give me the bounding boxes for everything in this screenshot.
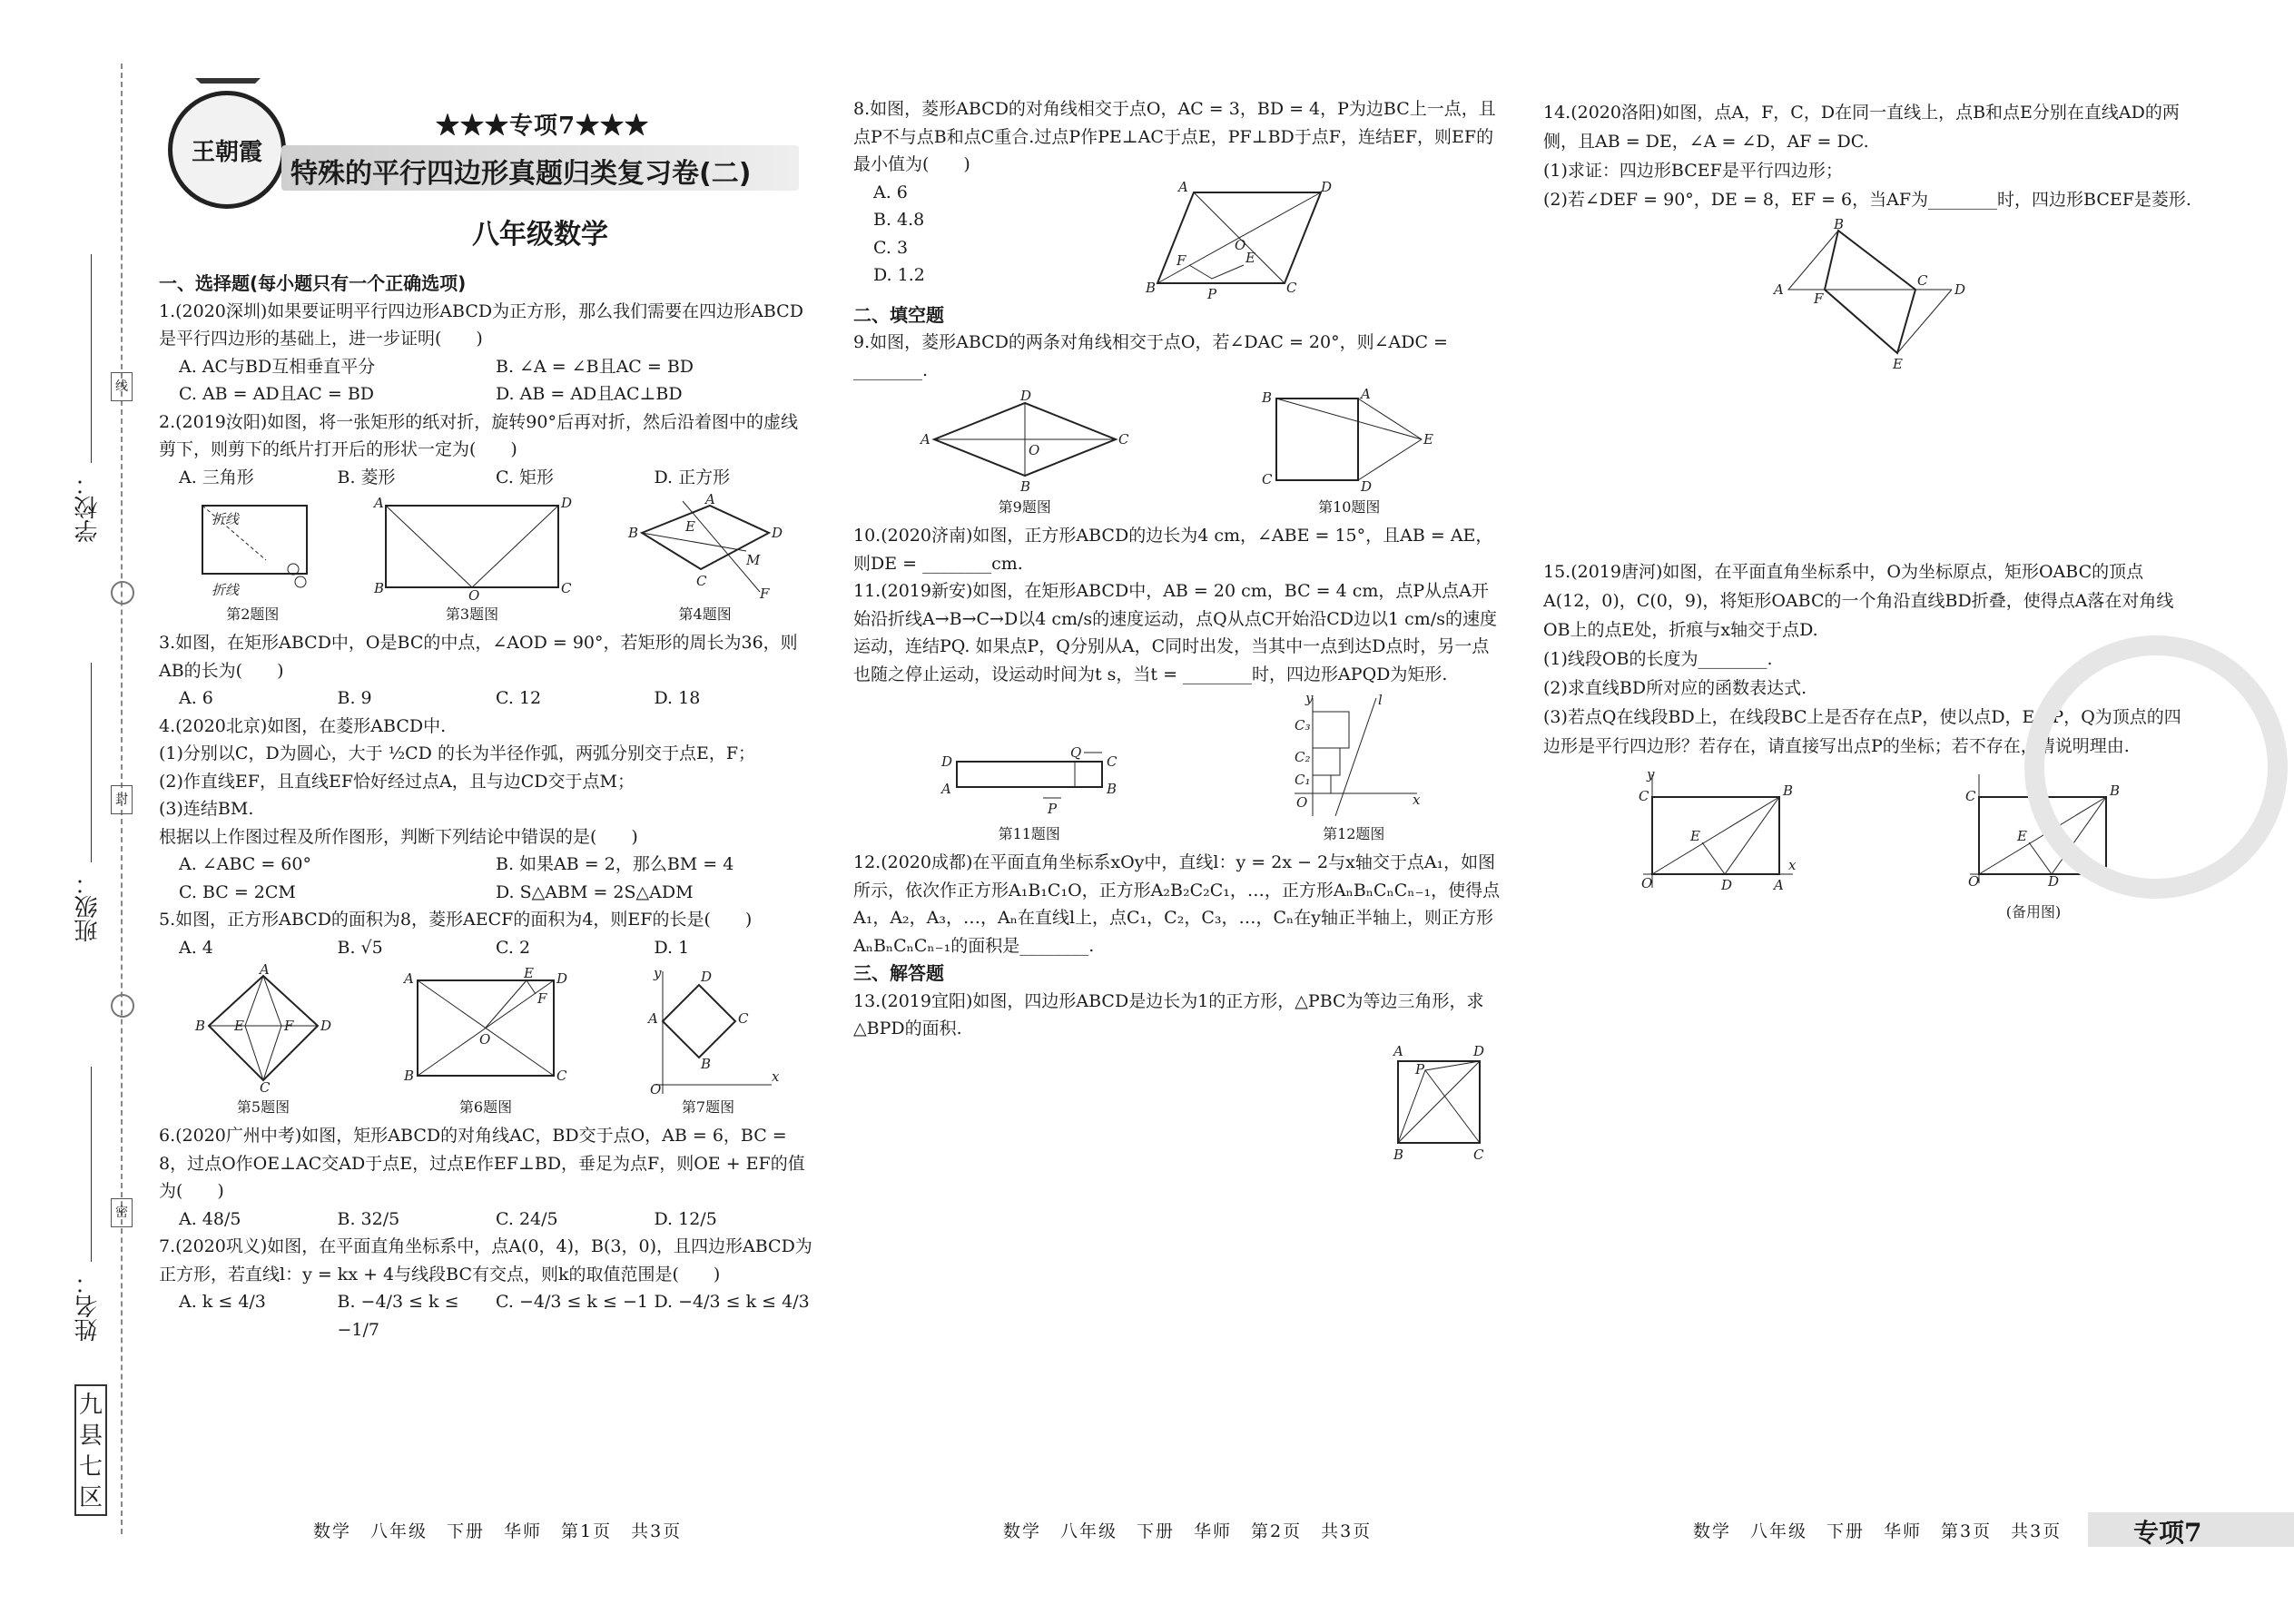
svg-text:B: B <box>1262 389 1273 406</box>
figure-8 <box>1144 178 1333 302</box>
option[interactable]: C. 2 <box>496 937 531 958</box>
option[interactable]: A. AC与BD互相垂直平分 <box>179 356 376 377</box>
svg-text:C: C <box>1117 431 1129 448</box>
svg-text:A: A <box>404 970 414 987</box>
figure-caption: 第7题图 <box>681 1098 735 1116</box>
figure-caption: 第6题图 <box>458 1098 513 1116</box>
question-4-step: (2)作直线EF，且直线EF恰好经过点A，且与边CD交于点M； <box>159 771 635 792</box>
question-15-part: (1)线段OB的长度为________. <box>1543 649 1773 669</box>
option[interactable]: A. k ≤ 4/3 <box>179 1292 266 1312</box>
figure-4 <box>624 491 787 624</box>
option[interactable]: A. 48/5 <box>179 1208 241 1229</box>
svg-text:C: C <box>738 1010 749 1027</box>
options <box>179 851 812 906</box>
svg-text:B: B <box>373 580 385 596</box>
svg-text:D: D <box>1473 1042 1485 1059</box>
figure-5 <box>191 961 336 1117</box>
question-11: 11.(2019新安)如图，在矩形ABCD中，AB = 20 cm，BC = 4 cm，点P从点A开始沿折线A→B→C→D以4 cm/s的速度运动，点Q从点C开始沿CD边以1 cm/s的速度运动，连结PQ. 如果点P，Q分别从A，C同时出发，当其中一点到达D点时，另一点也随之停止运动，设运动时间为t s，当t = ________时，四边形APQD为矩形. <box>853 581 1497 684</box>
svg-text:B: B <box>1019 478 1030 495</box>
option[interactable]: B. 32/5 <box>337 1208 400 1229</box>
question-8-body <box>853 179 1502 301</box>
figure-caption: 第12题图 <box>1323 825 1385 842</box>
question-4-step: (3)连结BM. <box>159 799 254 819</box>
svg-text:B: B <box>404 1068 415 1084</box>
option[interactable]: B. √5 <box>337 937 383 958</box>
svg-text:C: C <box>260 1079 271 1096</box>
option[interactable]: C. BC = 2CM <box>179 881 296 902</box>
question-15-part: (2)求直线BD所对应的函数表达式. <box>1543 678 1807 698</box>
question-8: 8.如图，菱形ABCD的对角线相交于点O，AC = 3，BD = 4，P为边BC上一点，且点P不与点B和点C重合.过点P作PE⊥AC于点E，PF⊥BD于点F，连结EF，则EF的最小值为( ) <box>853 99 1496 174</box>
option[interactable]: D. −4/3 ≤ k ≤ 4/3 <box>654 1292 810 1312</box>
svg-text:C: C <box>556 1068 567 1084</box>
figure-row <box>853 690 1502 843</box>
footer-page-3: 数学 八年级 下册 华师 第3页 共3页 <box>1693 1521 2063 1541</box>
figure-row <box>853 386 1502 517</box>
figure-7 <box>635 967 781 1117</box>
svg-text:A: A <box>648 1010 658 1027</box>
binding-hole-icon <box>111 994 134 1018</box>
question-2: 2.(2019汝阳)如图，将一张矩形的纸对折，旋转90°后再对折，然后沿着图中的虚线剪下，则剪下的纸片打开后的形状一定为( ) <box>159 411 798 459</box>
figure-9 <box>916 389 1134 517</box>
svg-text:E: E <box>1245 249 1255 266</box>
question-9: 9.如图，菱形ABCD的两条对角线相交于点O，若∠DAC = 20°，则∠ADC = ________. <box>853 332 1448 380</box>
question-15-part: (3)若点Q在线段BD上，在线段BC上是否存在点P，使以点D，E，P，Q为顶点的四边形是平行四边形？若存在，请直接写出点P的坐标；若不存在，请说明理由. <box>1543 707 2181 756</box>
svg-text:D: D <box>556 970 568 987</box>
svg-text:A: A <box>1774 877 1784 893</box>
series-label: ★★★专项7★★★ <box>436 113 650 140</box>
svg-text:O: O <box>1028 442 1040 458</box>
figure-14-wrap <box>1543 216 2197 376</box>
svg-text:B: B <box>2110 782 2121 799</box>
svg-text:C: C <box>560 580 572 596</box>
svg-text:F: F <box>759 586 770 602</box>
svg-text:O: O <box>1968 873 1980 890</box>
svg-text:D: D <box>701 969 713 985</box>
svg-text:F: F <box>1177 251 1186 269</box>
svg-text:C: C <box>1262 471 1273 487</box>
section-heading: 三、解答题 <box>853 962 944 984</box>
option[interactable]: D. 正方形 <box>654 467 731 487</box>
svg-text:C: C <box>1965 788 1976 804</box>
svg-text:F: F <box>284 1018 294 1034</box>
figure-caption: 第5题图 <box>236 1098 290 1116</box>
svg-text:y: y <box>1305 690 1314 706</box>
svg-text:Q: Q <box>1069 744 1082 761</box>
figure-row <box>159 491 812 624</box>
svg-text:B: B <box>1783 782 1794 799</box>
seal-line-mark: 线 <box>111 372 133 401</box>
figure-3 <box>372 497 572 624</box>
svg-text:E: E <box>1893 356 1903 372</box>
svg-text:D: D <box>1019 388 1031 404</box>
svg-text:O: O <box>1235 236 1246 253</box>
svg-text:P: P <box>1047 801 1057 817</box>
svg-text:C₂: C₂ <box>1295 749 1311 765</box>
options <box>179 934 812 962</box>
svg-text:P: P <box>1415 1060 1425 1078</box>
question-4-prompt: 根据以上作图过程及所作图形，判断下列结论中错误的是( ) <box>159 826 638 847</box>
option[interactable]: B. 如果AB = 2，那么BM = 4 <box>496 854 734 874</box>
svg-text:O: O <box>1641 875 1653 891</box>
question-5: 5.如图，正方形ABCD的面积为8，菱形AECF的面积为4，则EF的长是( ) <box>159 910 753 930</box>
options <box>179 464 812 492</box>
question-13: 13.(2019宜阳)如图，四边形ABCD是边长为1的正方形，△PBC为等边三角形，求△BPD的面积. <box>853 990 1484 1038</box>
brand-badge <box>168 91 286 209</box>
svg-text:A: A <box>704 491 715 507</box>
svg-text:D: D <box>771 525 783 541</box>
question-10: 10.(2020济南)如图，正方形ABCD的边长为4 cm，∠ABE = 15°，且AB = AE，则DE = ________cm. <box>853 526 1493 574</box>
brand-name: 王朝霞 <box>191 138 262 166</box>
svg-text:C: C <box>1473 1146 1484 1163</box>
svg-text:B: B <box>1834 216 1845 232</box>
option[interactable]: A. 三角形 <box>179 467 254 487</box>
watermark-seal <box>2024 635 2288 899</box>
figure-13 <box>1384 1043 1484 1170</box>
page-title: 特殊的平行四边形真题归类复习卷(二) <box>290 158 752 190</box>
svg-text:C: C <box>1286 279 1297 296</box>
question-14: 14.(2020洛阳)如图，点A，F，C，D在同一直线上，点B和点E分别在直线AD的两侧，且AB = DE，∠A = ∠D，AF = DC. <box>1543 103 2180 152</box>
svg-text:F: F <box>537 990 547 1007</box>
svg-text:A: A <box>1178 178 1188 195</box>
option[interactable]: A. 6 <box>179 688 213 708</box>
school-field[interactable] <box>91 254 93 463</box>
svg-text:y: y <box>654 965 662 981</box>
option[interactable]: D. 18 <box>654 688 701 708</box>
svg-text:A: A <box>940 781 951 797</box>
svg-text:E: E <box>684 518 695 535</box>
figure-11 <box>934 739 1125 843</box>
footer-page-2: 数学 八年级 下册 华师 第2页 共3页 <box>1003 1521 1373 1541</box>
question-7: 7.(2020巩义)如图，在平面直角坐标系中，点A(0，4)，B(3，0)，且四边形ABCD为正方形，若直线l：y = kx + 4与线段BC有交点，则k的取值范围是( ) <box>159 1236 812 1284</box>
class-label: 班级： <box>74 871 102 942</box>
svg-text:B: B <box>1393 1146 1404 1163</box>
option[interactable]: D. AB = AD且AC⊥BD <box>496 384 683 404</box>
option[interactable]: D. S△ABM = 2S△ADM <box>496 881 694 902</box>
svg-text:A: A <box>1393 1042 1403 1059</box>
option[interactable]: C. 24/5 <box>496 1208 558 1229</box>
svg-text:F: F <box>1814 290 1824 307</box>
option[interactable]: B. ∠A = ∠B且AC = BD <box>496 356 694 377</box>
svg-text:D: D <box>1321 178 1333 195</box>
svg-text:x: x <box>1413 792 1421 808</box>
section-heading: 一、选择题(每小题只有一个正确选项) <box>159 272 467 294</box>
svg-text:D: D <box>320 1018 332 1034</box>
svg-text:E: E <box>524 965 534 981</box>
options <box>853 179 1144 301</box>
svg-text:M: M <box>745 552 760 568</box>
seal-secret-mark: 密 <box>111 1198 133 1227</box>
option[interactable]: C. AB = AD且AC = BD <box>179 384 375 404</box>
svg-text:l: l <box>1378 692 1383 708</box>
option[interactable]: D. 1 <box>654 937 690 958</box>
svg-text:y: y <box>1647 766 1655 782</box>
svg-text:D: D <box>2048 873 2060 890</box>
option[interactable]: D. 12/5 <box>654 1208 717 1229</box>
svg-text:E: E <box>2017 828 2027 844</box>
svg-text:O: O <box>479 1031 491 1048</box>
school-label: 学校： <box>74 472 102 543</box>
svg-text:D: D <box>1361 478 1373 495</box>
figure-caption: 第2题图 <box>226 605 280 623</box>
question-4-step: (1)分别以C，D为圆心，大于 ½CD 的长为半径作弧，两弧分别交于点E，F； <box>159 743 756 763</box>
crown-icon <box>195 78 261 102</box>
fold-label: 折线 <box>212 511 240 527</box>
seal-seal-mark: 封 <box>111 785 133 814</box>
option[interactable]: B. −4/3 ≤ k ≤ −1/7 <box>337 1292 459 1340</box>
figure-10 <box>1258 386 1440 517</box>
svg-text:A: A <box>260 961 270 978</box>
figure-caption: 第4题图 <box>678 605 732 623</box>
option[interactable]: C. 12 <box>496 688 542 708</box>
question-15: 15.(2019唐河)如图，在平面直角坐标系中，O为坐标原点，矩形OABC的顶点A(12，0)，C(0，9)，将矩形OABC的一个角沿直线BD折叠，使得点A落在对角线OB上的点E处，折痕与x轴交于点D. <box>1543 562 2174 640</box>
svg-text:A: A <box>1361 386 1372 402</box>
svg-text:A: A <box>2101 873 2111 890</box>
svg-text:B: B <box>701 1056 712 1072</box>
svg-text:C: C <box>695 573 707 589</box>
question-4: 4.(2020北京)如图，在菱形ABCD中. <box>159 715 447 736</box>
question-12: 12.(2020成都)在平面直角坐标系xOy中，直线l：y = 2x − 2与x轴交于点A₁，如图所示，依次作正方形A₁B₁C₁O，正方形A₂B₂C₂C₁，…，正方形AₙBₙCₙCₙ₋₁，使得点A₁，A₂，A₃，…，Aₙ在直线l上，点C₁，C₂，C₃，…，Cₙ在y轴正半轴上，则正方形AₙBₙCₙCₙ₋₁的面积是________. <box>853 852 1501 956</box>
svg-text:x: x <box>1788 857 1797 873</box>
question-1: 1.(2020深圳)如果要证明平行四边形ABCD为正方形，那么我们需要在四边形ABCD是平行四边形的基础上，进一步证明( ) <box>159 300 803 349</box>
question-14-part: (1)求证：四边形BCEF是平行四边形； <box>1543 161 1843 181</box>
svg-text:E: E <box>234 1018 244 1034</box>
figure-caption: (备用图) <box>2005 903 2062 920</box>
question-3: 3.如图，在矩形ABCD中，O是BC的中点，∠AOD = 90°，若矩形的周长为36，则AB的长为( ) <box>159 633 798 681</box>
figure-2 <box>184 497 320 624</box>
svg-text:x: x <box>772 1068 780 1085</box>
region-box: 九县七区 <box>74 1384 107 1516</box>
svg-text:O: O <box>1296 794 1308 811</box>
option[interactable]: B. 菱形 <box>337 467 396 487</box>
svg-text:P: P <box>1207 285 1217 302</box>
svg-text:C: C <box>1106 753 1117 770</box>
svg-text:E: E <box>1423 431 1434 448</box>
svg-text:C: C <box>1639 788 1649 804</box>
spacer <box>1543 376 2197 557</box>
svg-text:A: A <box>920 431 930 448</box>
svg-text:A: A <box>373 495 384 511</box>
name-field[interactable] <box>91 1067 93 1262</box>
fold-label: 折线 <box>212 582 240 598</box>
figure-15 <box>1616 766 1797 897</box>
option[interactable]: D. 1.2 <box>873 265 925 285</box>
svg-text:B: B <box>627 525 638 541</box>
option[interactable]: C. 3 <box>873 237 909 258</box>
option[interactable]: A. 6 <box>873 182 908 202</box>
binding-hole-icon <box>111 581 134 605</box>
svg-text:B: B <box>1106 781 1117 797</box>
svg-text:C: C <box>1917 272 1928 289</box>
svg-text:B: B <box>1146 279 1157 296</box>
svg-text:O: O <box>650 1081 662 1097</box>
option[interactable]: C. −4/3 ≤ k ≤ −1 <box>496 1292 648 1312</box>
figure-12 <box>1285 690 1422 843</box>
figure-row <box>159 961 812 1117</box>
question-14-part: (2)若∠DEF = 90°，DE = 8，EF = 6，当AF为________时，四边形BCEF是菱形. <box>1543 190 2191 210</box>
figure-caption: 第9题图 <box>998 498 1051 516</box>
option[interactable]: A. 4 <box>179 937 213 958</box>
svg-text:B: B <box>195 1018 206 1034</box>
option[interactable]: B. 9 <box>337 688 372 708</box>
options <box>179 353 812 408</box>
page-subtitle: 八年级数学 <box>472 219 608 251</box>
svg-text:E: E <box>1690 828 1700 844</box>
option[interactable]: C. 矩形 <box>496 467 554 487</box>
options <box>179 1288 812 1343</box>
column-1 <box>159 270 812 1343</box>
class-field[interactable] <box>91 663 93 862</box>
svg-text:D: D <box>940 753 952 770</box>
section-heading: 二、填空题 <box>853 303 944 326</box>
options <box>179 1206 812 1234</box>
figure-13-wrap <box>853 1043 1502 1170</box>
footer-page-1: 数学 八年级 下册 华师 第1页 共3页 <box>313 1521 683 1541</box>
question-6: 6.(2020广州中考)如图，矩形ABCD的对角线AC，BD交于点O，AB = 6，BC = 8，过点O作OE⊥AC交AD于点E，过点E作EF⊥BD，垂足为点F，则OE + EF的值为( ) <box>159 1126 805 1201</box>
svg-text:A: A <box>1774 281 1784 298</box>
name-label: 姓名： <box>74 1271 102 1342</box>
figure-6 <box>399 967 572 1117</box>
svg-text:D: D <box>1954 281 1966 298</box>
svg-text:C₁: C₁ <box>1295 772 1311 788</box>
options <box>179 684 812 713</box>
svg-text:D: D <box>560 495 573 511</box>
svg-text:D: D <box>1721 877 1733 893</box>
footer-tag: 专项7 <box>2133 1518 2202 1548</box>
svg-text:O: O <box>468 587 480 604</box>
svg-text:C₃: C₃ <box>1295 717 1311 733</box>
figure-caption: 第11题图 <box>998 825 1060 842</box>
figure-14 <box>1770 216 1970 376</box>
figure-caption: 第10题图 <box>1318 498 1381 516</box>
option[interactable]: A. ∠ABC = 60° <box>179 854 311 874</box>
column-2 <box>853 95 1502 1170</box>
figure-caption: 第3题图 <box>445 605 499 623</box>
option[interactable]: B. 4.8 <box>873 210 925 230</box>
